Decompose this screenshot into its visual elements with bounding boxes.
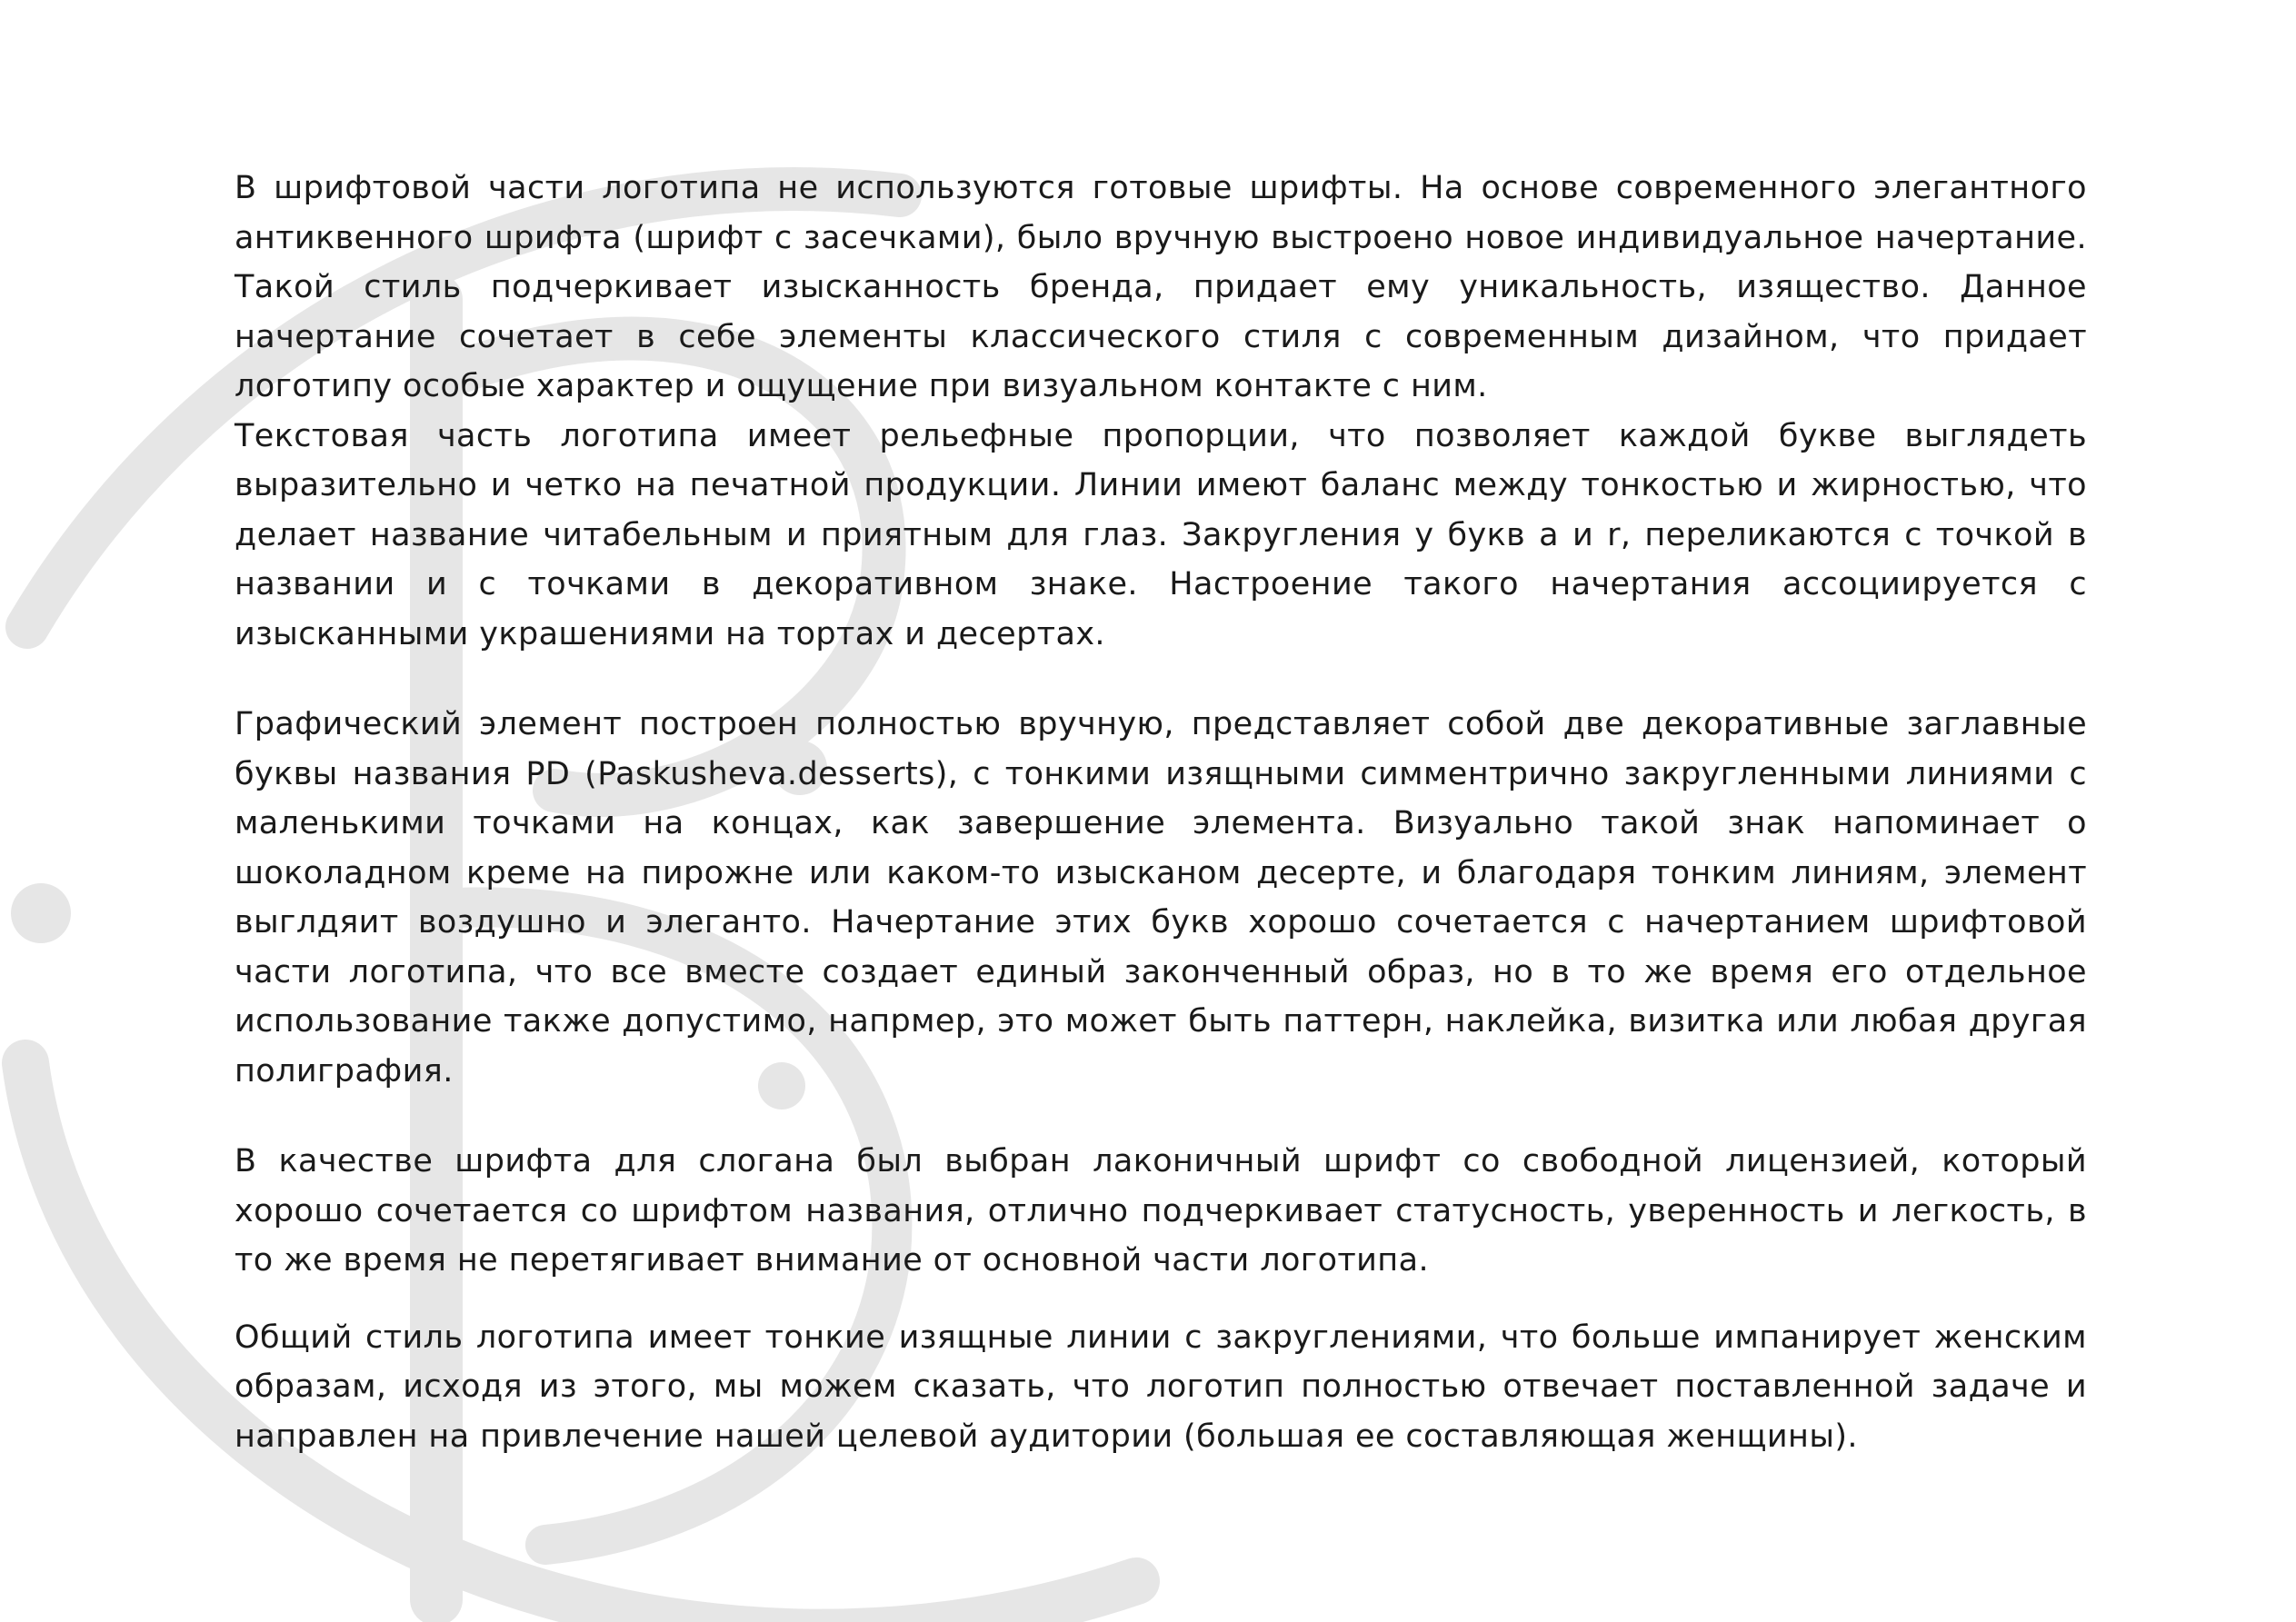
paragraph-slogan-font: В качестве шрифта для слогана был выбран лаконичный шрифт со свободной лицензией, который хорошо сочетается со шрифтом названия, отлично подчеркивает статусность, уверенность и легкость, в то же время не перетягивает внимание от основной части логотипа.	[235, 1143, 2087, 1279]
paragraph-font-part: В шрифтовой части логотипа не используются готовые шрифты. На основе современного элегантного антиквенного шрифта (шрифт с засечками), было вручную выстроено новое индивидуальное начертание. Такой стиль подчеркивает изысканность бренда, придает ему уникальность, изящество. Данное начертание сочетает в себе элементы классического стиля с современным дизайном, что придает логотипу особые характер и ощущение при визуальном контакте с ним.	[235, 170, 2087, 404]
paragraph-graphic-element: Графический элемент построен полностью вручную, представляет собой две декоративные заглавные буквы названия PD (Paskusheva.desserts), с тонкими изящными симментрично закругленными линиями с маленькими точками на концах, как завершение элемента. Визуально такой знак напоминает о шоколадном креме на пирожне или каком-то изысканом десерте, и благодаря тонким линиям, элемент выглдяит воздушно и элеганто. Начертание этих букв хорошо сочетается с начертанием шрифтовой части логотипа, что все вместе создает единый законченный образ, но в то же время его отдельное использование также допустимо, напрмер, это может быть паттерн, наклейка, визитка или любая другая полиграфия.	[235, 706, 2087, 1090]
paragraph-text-part: Текстовая часть логотипа имеет рельефные пропорции, что позволяет каждой букве выглядеть выразительно и четко на печатной продукции. Линии имеют баланс между тонкостью и жирностью, что делает название читабельным и приятным для глаз. Закругления у букв a и r, переликаются с точкой в названии и с точками в декоративном знаке. Настроение такого начертания ассоциируется с изысканными украшениями на тортах и десертах.	[235, 417, 2087, 652]
document-body	[235, 164, 2087, 1461]
paragraph-overall-style: Общий стиль логотипа имеет тонкие изящные линии с закруглениями, что больше импанирует женским образам, исходя из этого, мы можем сказать, что логотип полностью отвечает поставленной задаче и направлен на привлечение нашей целевой аудитории (большая ее составляющая женщины).	[235, 1318, 2087, 1455]
